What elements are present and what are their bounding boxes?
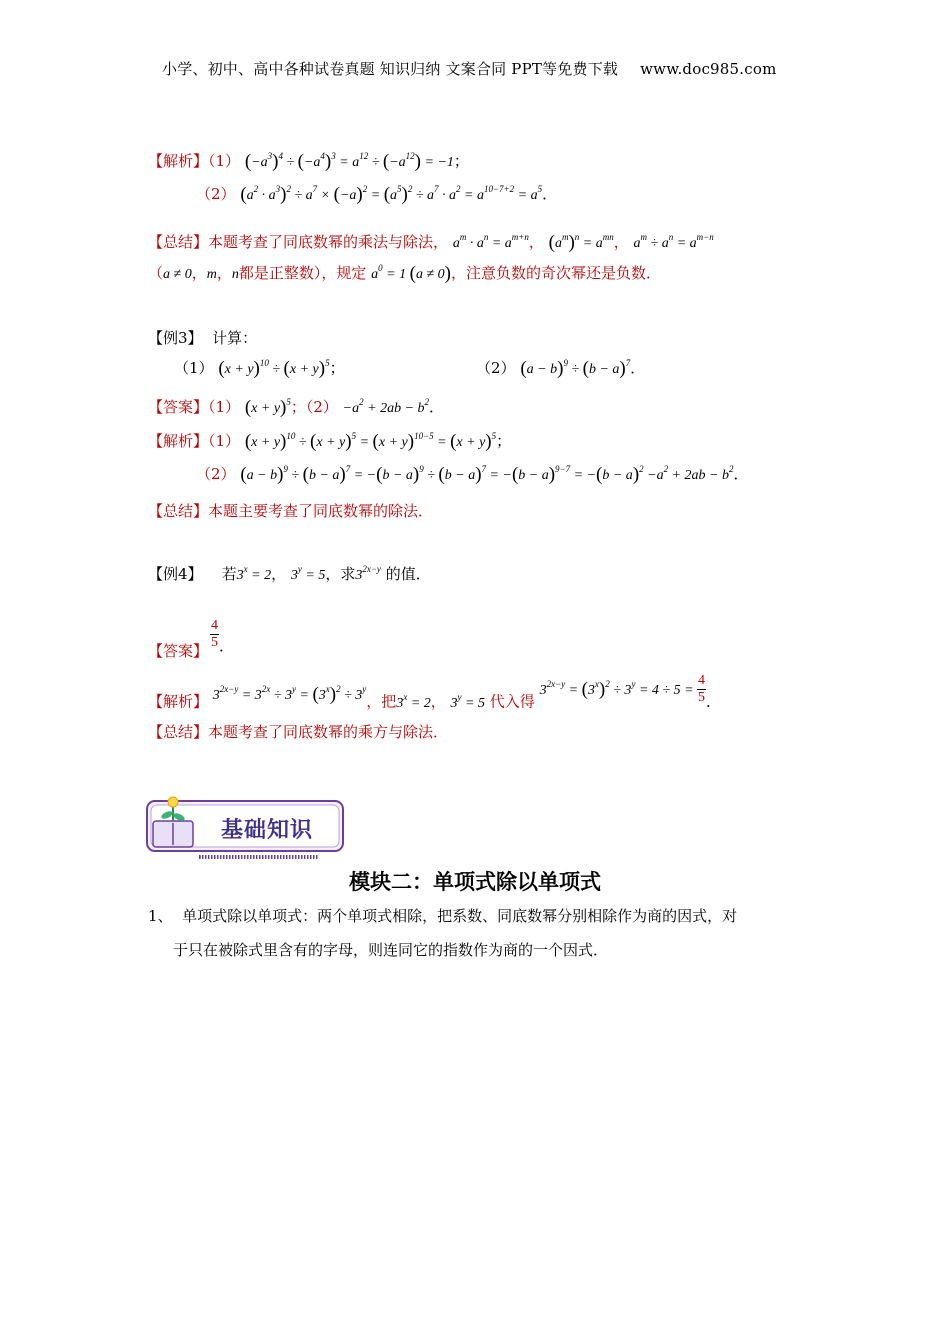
formula: $3^{2x-y} = 3^{2x} \div 3^y = (3^x)^2 \div 3^y$: [212, 683, 367, 705]
formula: $(x + y)^{10} \div (x + y)^5 = (x + y)^{10-5} = (x + y)^5$: [244, 431, 497, 452]
formula: $(a^2 \cdot a^3)^2 \div a^7 \times (-a)^2 = (a^5)^2 \div a^7 \cdot a^2 = a^{10-7+2} = a^5$: [240, 184, 543, 205]
summary-label: 【总结】: [148, 502, 209, 520]
ex3-jiexi-line1: 【解析】（1） $(x + y)^{10} \div (x + y)^5 = (x + y)^{10-5} = (x + y)^5$；: [148, 431, 512, 452]
summary-label: 【总结】: [148, 233, 209, 251]
jiexi-label: 【解析】: [148, 692, 209, 711]
ex2-summary-line2: （a ≠ 0，m，n都是正整数），规定 $a^0 = 1$ (a ≠ 0)，注意负数的奇次幂还是负数．: [148, 263, 661, 284]
ex4-answer: 【答案】 $\frac{4}{5}$ ．: [148, 618, 235, 660]
ex3-label: 【例3】: [148, 329, 203, 347]
formula: $a^m \div a^n = a^{m-n}$: [633, 232, 714, 251]
formula: $(x + y)^5$: [244, 397, 291, 418]
page-header: [162, 58, 777, 79]
formula: $3^{2x-y} = (3^x)^2 \div 3^y = 4 \div 5$ =: [539, 678, 698, 700]
formula: $-a^2 + 2ab - b^2$: [342, 397, 430, 416]
module-item-1: 1、 单项式除以单项式：两个单项式相除，把系数、同底数幂分别相除作为商的因式，对: [148, 907, 738, 925]
ex3-q2: （2） $(a - b)^9 \div (b - a)^7$．: [476, 358, 646, 379]
ex2-jiexi-line2: （2） $(a^2 \cdot a^3)^2 \div a^7 \times (-a)^2 = (a^5)^2 \div a^7 \cdot a^2 = a^{10-7+2} = a^5$．: [196, 184, 558, 205]
formula: $3^{2x-y}$: [355, 564, 381, 583]
item-number: 1、: [148, 907, 173, 925]
fraction: $\frac{4}{5}$: [211, 618, 219, 650]
formula: $3^x = 2$: [396, 691, 431, 711]
ex3-summary: 【总结】本题主要考查了同底数幂的除法．: [148, 502, 434, 520]
formula: $a^0 = 1$ (a ≠ 0): [371, 263, 451, 284]
module-item-1-cont: 于只在被除式里含有的字母，则连同它的指数作为商的一个因式．: [173, 941, 609, 959]
jiexi-label: 【解析】: [148, 152, 209, 170]
ex3-answer: 【答案】（1） $(x + y)^5$；$(2) -a^2 + 2ab - b^2$．: [148, 397, 445, 418]
ex3-q1: （1） $(x + y)^{10} \div (x + y)^5$；: [174, 358, 345, 379]
jiexi-label: 【解析】: [148, 432, 209, 450]
header-text: 小学、初中、高中各种试卷真题 知识归纳 文案合同 PPT等免费下载: [162, 60, 619, 78]
ex4-summary: 【总结】本题考查了同底数幂的乘方与除法．: [148, 723, 449, 741]
formula: $(-a^3)^4 \div (-a^4)^3 = a^{12} \div (-a^{12}) = -1$: [244, 151, 454, 172]
ex4-title: 【例4】 若$3^x = 2$， $3^y = 5$，求$3^{2x-y}$ 的值．: [148, 564, 431, 583]
formula: $(x + y)^{10} \div (x + y)^5$: [218, 358, 330, 379]
formula: $(a^m)^n = a^{mn}$: [548, 232, 614, 253]
summary-label: 【总结】: [148, 723, 209, 741]
ex3-jiexi-line2: （2） $(a - b)^9 \div (b - a)^7 = -(b - a)^9 \div (b - a)^7 = -(b - a)^{9-7} = -(b - a)^2 -a^2 + 2ab - b^2$．: [196, 464, 749, 485]
ex4-jiexi: 【解析】 $3^{2x-y} = 3^{2x} \div 3^y = (3^x)^2 \div 3^y$，把$3^x = 2$， $3^y = 5$ 代入得 $3^{2x-y} = (3^x)^2 \div 3^y = 4 \div 5$ = $\frac{4}{5}$ ．: [148, 673, 722, 711]
fraction: $\frac{4}{5}$: [698, 673, 706, 705]
ex2-summary-line1: 【总结】本题考查了同底数幂的乘法与除法， $a^m \cdot a^n = a^{m+n}$， $(a^m)^n = a^{mn}$， $a^m \div a^n = a^{m-n}$: [148, 232, 714, 253]
module-title: 模块二：单项式除以单项式: [349, 869, 601, 894]
ex2-jiexi-line1: 【解析】（1） $(-a^3)^4 \div (-a^4)^3 = a^{12} \div (-a^{12}) = -1$；: [148, 151, 469, 172]
formula: $3^y = 5$: [450, 691, 485, 711]
ex3-title: 【例3】 计算：: [148, 329, 258, 347]
formula: $a^m \cdot a^n = a^{m+n}$: [452, 232, 529, 251]
ex4-label: 【例4】: [148, 565, 203, 583]
section-banner: [145, 795, 345, 865]
formula: $3^y = 5$: [290, 564, 326, 583]
formula: $(a - b)^9 \div (b - a)^7$: [520, 358, 631, 379]
formula: $3^x = 2$: [236, 564, 272, 583]
banner-text: 基础知识: [221, 818, 314, 843]
answer-label: 【答案】: [148, 398, 209, 416]
header-site[interactable]: www.doc985.com: [640, 60, 777, 78]
formula: $(a - b)^9 \div (b - a)^7 = -(b - a)^9 \div (b - a)^7 = -(b - a)^{9-7} = -(b - a)^2 -a^2 + 2ab - b^2$: [240, 464, 734, 485]
answer-label: 【答案】: [148, 641, 209, 660]
